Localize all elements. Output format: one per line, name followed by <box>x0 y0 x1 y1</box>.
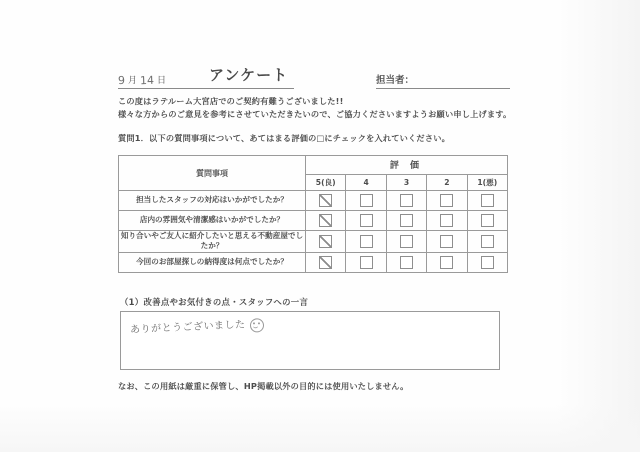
table-row <box>119 191 508 211</box>
checkbox-r3c5[interactable] <box>319 235 332 248</box>
checkbox-r4c2[interactable] <box>440 256 453 269</box>
checkbox-cell-r2c5[interactable] <box>306 211 346 231</box>
footer-note: なお、この用紙は厳重に保管し、HP掲載以外の目的には使用いたしません。 <box>118 381 409 391</box>
checkbox-r1c5[interactable] <box>319 194 332 207</box>
handwritten-comment-text: ありがとうございました <box>129 319 246 336</box>
table-row <box>119 252 508 272</box>
date-month-label: 月 <box>128 76 138 86</box>
checkbox-cell-r1c1[interactable] <box>467 191 507 211</box>
date-day-value: 14 <box>139 73 155 88</box>
header-score-4: 4 <box>346 174 386 190</box>
checkbox-cell-r4c3[interactable] <box>386 252 426 272</box>
checkbox-cell-r2c3[interactable] <box>386 211 426 231</box>
header-rating-group: 評 価 <box>306 156 508 175</box>
checkbox-r2c3[interactable] <box>400 214 413 227</box>
question1-instruction: 質問1．以下の質問事項について、あてはまる評価の□にチェックを入れていください。 <box>118 133 450 143</box>
checkbox-cell-r3c3[interactable] <box>386 231 426 253</box>
checkbox-r2c2[interactable] <box>440 214 453 227</box>
checkbox-r2c1[interactable] <box>481 214 494 227</box>
checkbox-r1c4[interactable] <box>360 194 373 207</box>
intro-line-2: 様々な方からのご意見を参考にさせていただきたいので、ご協力くださいますようお願い申し上げます。 <box>118 109 512 119</box>
question-text-2: 店内の雰囲気や清潔感はいかがでしたか？ <box>119 211 306 231</box>
checkbox-r4c4[interactable] <box>360 256 373 269</box>
form-header <box>118 64 510 92</box>
checkbox-r1c2[interactable] <box>440 194 453 207</box>
header-score-1: 1(悪) <box>467 174 507 190</box>
checkbox-cell-r3c5[interactable] <box>306 231 346 253</box>
header-score-5: 5(良) <box>306 174 346 190</box>
rating-table <box>118 155 508 273</box>
table-header-row <box>119 156 508 175</box>
date-month-value: 9 <box>117 73 126 88</box>
header-score-2: 2 <box>427 174 467 190</box>
checkbox-r3c3[interactable] <box>400 235 413 248</box>
checkbox-r2c5[interactable] <box>319 214 332 227</box>
page-title: アンケート <box>203 64 294 89</box>
checkbox-cell-r4c5[interactable] <box>306 252 346 272</box>
checkbox-cell-r2c4[interactable] <box>346 211 386 231</box>
checkbox-cell-r2c1[interactable] <box>467 211 507 231</box>
table-row <box>119 231 508 253</box>
handwritten-comment <box>129 317 264 336</box>
checkbox-cell-r1c3[interactable] <box>386 191 426 211</box>
smiley-face-icon <box>249 318 263 332</box>
question-text-4: 今回のお部屋探しの納得度は何点でしたか？ <box>119 252 306 272</box>
checkbox-cell-r1c5[interactable] <box>306 191 346 211</box>
checkbox-cell-r1c2[interactable] <box>427 191 467 211</box>
checkbox-cell-r4c2[interactable] <box>427 252 467 272</box>
checkbox-r4c5[interactable] <box>319 256 332 269</box>
date-day-label: 日 <box>157 76 167 86</box>
checkbox-r3c4[interactable] <box>360 235 373 248</box>
checkbox-cell-r2c2[interactable] <box>427 211 467 231</box>
checkbox-r3c2[interactable] <box>440 235 453 248</box>
checkbox-cell-r3c1[interactable] <box>467 231 507 253</box>
intro-line-1: この度はラテルーム大宮店でのご契約有難うございました!! <box>118 96 344 106</box>
checkbox-cell-r4c4[interactable] <box>346 252 386 272</box>
checkbox-cell-r3c2[interactable] <box>427 231 467 253</box>
checkbox-r1c1[interactable] <box>481 194 494 207</box>
checkbox-r2c4[interactable] <box>360 214 373 227</box>
checkbox-r1c3[interactable] <box>400 194 413 207</box>
header-question: 質問事項 <box>119 156 306 191</box>
staff-in-charge-field: 担当者： <box>376 69 510 89</box>
comment-section-heading: （1）改善点やお気付きの点・スタッフへの一言 <box>120 297 309 307</box>
checkbox-cell-r3c4[interactable] <box>346 231 386 253</box>
question-text-3: 知り合いやご友人に紹介したいと思える不動産屋でしたか？ <box>119 231 306 253</box>
checkbox-r3c1[interactable] <box>481 235 494 248</box>
question-text-1: 担当したスタッフの対応はいかがでしたか？ <box>119 191 306 211</box>
table-row <box>119 211 508 231</box>
comment-input-box[interactable] <box>120 311 500 370</box>
checkbox-r4c3[interactable] <box>400 256 413 269</box>
checkbox-cell-r4c1[interactable] <box>467 252 507 272</box>
header-score-3: 3 <box>386 174 426 190</box>
checkbox-r4c1[interactable] <box>481 256 494 269</box>
checkbox-cell-r1c4[interactable] <box>346 191 386 211</box>
